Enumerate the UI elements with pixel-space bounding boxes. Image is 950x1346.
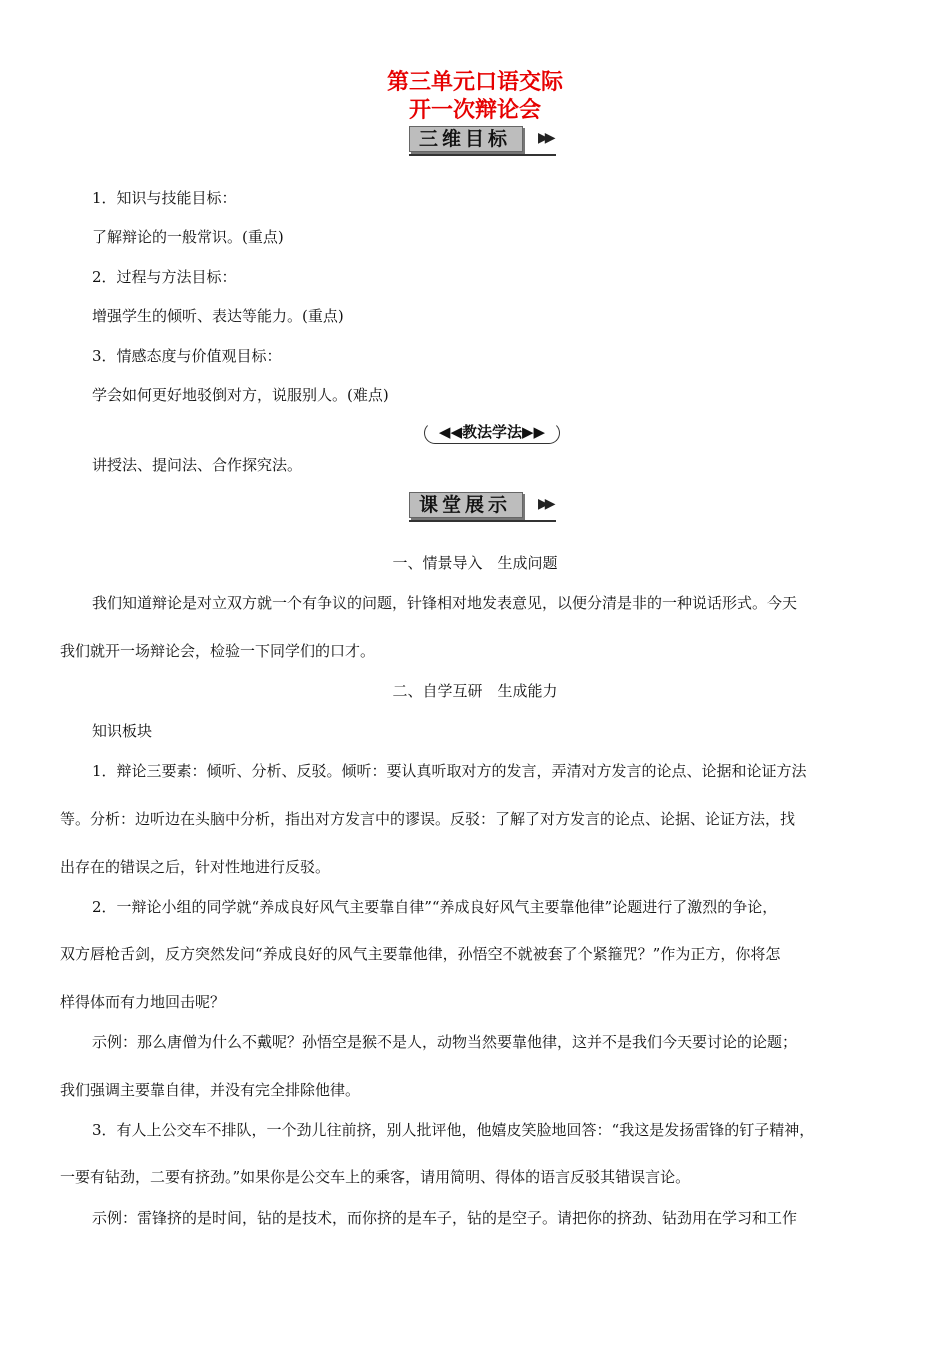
question-3-line: 3．有人上公交车不排队，一个劲儿往前挤，别人批评他，他嬉皮笑脸地回答：“我这是发扬雷锋的钉子精神，	[92, 1121, 815, 1139]
answer-3-line: 示例：雷锋挤的是时间，钻的是技术，而你挤的是车子，钻的是空子。请把你的挤劲、钻劲用在学习和工作	[92, 1209, 798, 1227]
question-3-line: 一要有钻劲，二要有挤劲。”如果你是公交车上的乘客，请用简明、得体的语言反驳其错误言论。	[60, 1168, 691, 1186]
question-2-line: 2．一辩论小组的同学就“养成良好风气主要靠自律”“养成良好风气主要靠他律”论题进行了激烈的争论，	[92, 898, 778, 916]
question-1-line: 等。分析：边听边在头脑中分析，指出对方发言中的谬误。反驳：了解了对方发言的论点、论据、论证方法，找	[60, 810, 796, 828]
question-1-line: 出存在的错误之后，针对性地进行反驳。	[60, 858, 331, 876]
classroom-banner-label: 课堂展示	[418, 494, 511, 516]
goal-2-body: 增强学生的倾听、表达等能力。(重点)	[92, 307, 344, 325]
question-2-line: 双方唇枪舌剑，反方突然发问“养成良好的风气主要靠他律，孙悟空不就被套了个紧箍咒？”作为正方，你将怎	[60, 945, 781, 963]
title-line-1: 第三单元口语交际	[386, 70, 563, 95]
section-1-heading: 一、情景导入 生成问题	[392, 554, 558, 572]
double-arrow-icon: ▶▶	[538, 496, 552, 512]
goal-2-heading: 2．过程与方法目标：	[92, 268, 237, 286]
question-2-line: 样得体而有力地回击呢？	[60, 993, 226, 1011]
section-1-paragraph-line: 我们知道辩论是对立双方就一个有争议的问题，针锋相对地发表意见，以便分清是非的一种说话形式。今天	[92, 594, 798, 612]
section-1-paragraph-line: 我们就开一场辩论会，检验一下同学们的口才。	[60, 642, 376, 660]
section-2-heading: 二、自学互研 生成能力	[392, 682, 558, 700]
answer-2-line: 示例：那么唐僧为什么不戴呢？孙悟空是猴不是人，动物当然要靠他律，这并不是我们今天要讨论的论题；	[92, 1033, 798, 1051]
classroom-banner	[409, 492, 556, 522]
goal-1-heading: 1．知识与技能目标：	[92, 189, 237, 207]
banner-underline	[409, 154, 556, 156]
goals-banner	[409, 126, 556, 156]
goal-3-body: 学会如何更好地驳倒对方，说服别人。(难点)	[92, 386, 389, 404]
methods-label-box	[424, 422, 560, 446]
goal-1-body: 了解辩论的一般常识。(重点)	[92, 228, 284, 246]
methods-body: 讲授法、提问法、合作探究法。	[92, 456, 303, 474]
answer-2-line: 我们强调主要靠自律，并没有完全排除他律。	[60, 1081, 361, 1099]
banner-underline	[409, 520, 556, 522]
goal-3-heading: 3．情感态度与价值观目标：	[92, 347, 282, 365]
knowledge-subheading: 知识板块	[92, 722, 153, 740]
title-line-2: 开一次辩论会	[408, 98, 541, 123]
double-arrow-icon: ▶▶	[538, 130, 552, 146]
question-1-line: 1．辩论三要素：倾听、分析、反驳。倾听：要认真听取对方的发言，弄清对方发言的论点、论据和论证方法	[92, 762, 807, 780]
methods-label: ◀◀教法学法▶▶	[438, 423, 546, 441]
goals-banner-label: 三维目标	[418, 128, 511, 150]
